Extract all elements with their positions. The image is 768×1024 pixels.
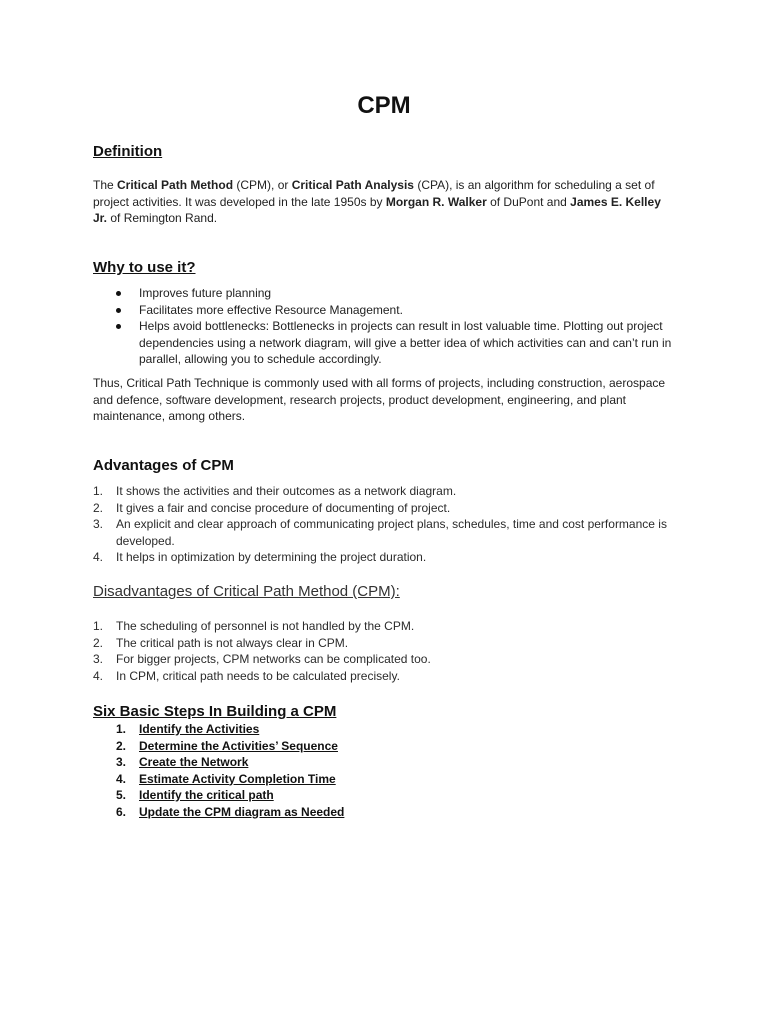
list-item-text: Facilitates more effective Resource Management. <box>139 302 403 317</box>
advantages-list <box>93 483 678 566</box>
list-number: 4. <box>93 668 104 683</box>
step-text: Identify the critical path <box>139 788 274 802</box>
list-item-text: Improves future planning <box>139 286 272 300</box>
definition-text: (CPM), or <box>233 178 292 192</box>
list-item <box>93 668 678 685</box>
list-number: 1. <box>93 619 104 633</box>
step-text: Create the Network <box>139 755 249 769</box>
definition-text: of Remington Rand. <box>107 211 218 225</box>
list-item <box>93 618 678 635</box>
bullet-icon <box>116 291 121 296</box>
list-item <box>93 721 678 738</box>
list-item <box>93 285 678 302</box>
list-item-text: In CPM, critical path needs to be calculated precisely. <box>116 668 400 683</box>
step-text: Identify the Activities <box>139 722 260 736</box>
advantages-heading: Advantages of CPM <box>93 457 234 474</box>
list-number: 2. <box>93 500 104 515</box>
list-number: 4. <box>93 550 104 564</box>
list-item-text: It shows the activities and their outcomes as a network diagram. <box>116 484 457 498</box>
list-number: 3. <box>93 652 104 666</box>
bullet-icon <box>116 308 121 313</box>
list-item <box>93 635 678 652</box>
list-item <box>93 787 678 804</box>
list-item <box>93 754 678 771</box>
steps-list <box>93 721 678 820</box>
list-number: 1. <box>93 484 104 498</box>
definition-text: (CPA), is an algorithm for scheduling a set of project activities. It was developed in the late 1950s by <box>93 178 655 209</box>
list-item-text: It helps in optimization by determining the project duration. <box>116 550 427 564</box>
definition-term-cpa: Critical Path Analysis <box>291 178 414 192</box>
why-bullet-list <box>93 285 678 368</box>
list-number: 3. <box>116 755 127 769</box>
list-item <box>93 738 678 755</box>
why-summary: Thus, Critical Path Technique is commonly used with all forms of projects, including construction, aerospace and defence, software development, research projects, product development, engineering, and plant maintenance, among others. <box>93 376 666 423</box>
list-item <box>93 771 678 788</box>
list-item-text: The critical path is not always clear in CPM. <box>116 635 349 650</box>
disadvantages-heading: Disadvantages of Critical Path Method (CPM): <box>93 583 400 600</box>
list-number: 5. <box>116 788 127 802</box>
list-item-text: The scheduling of personnel is not handled by the CPM. <box>116 619 415 633</box>
list-item <box>93 804 678 821</box>
list-item-text: For bigger projects, CPM networks can be complicated too. <box>116 652 431 666</box>
definition-person-kelley: James E. Kelley Jr. <box>93 194 661 225</box>
list-number: 2. <box>93 635 104 650</box>
list-item <box>93 651 678 668</box>
definition-person-walker: Morgan R. Walker <box>385 194 487 209</box>
list-item-text: An explicit and clear approach of communicating project plans, schedules, time and cost performance is developed. <box>116 517 667 548</box>
step-text: Determine the Activities’ Sequence <box>139 738 338 753</box>
list-number: 4. <box>116 771 127 786</box>
list-item <box>93 516 678 549</box>
bullet-icon <box>116 324 121 329</box>
list-number: 6. <box>116 804 127 819</box>
step-text: Estimate Activity Completion Time <box>139 771 336 786</box>
list-item-text: Helps avoid bottlenecks: Bottlenecks in projects can result in lost valuable time. Plotting out project dependencies using a network diagram, will give a better idea of which activities can and can’t run in parallel, allowing you to schedule accordingly. <box>139 319 672 366</box>
list-number: 3. <box>93 517 104 531</box>
disadvantages-list <box>93 618 678 684</box>
list-number: 2. <box>116 738 127 753</box>
list-item <box>93 500 678 517</box>
list-item-text: It gives a fair and concise procedure of documenting of project. <box>116 500 451 515</box>
why-heading: Why to use it? <box>93 259 196 276</box>
definition-heading: Definition <box>93 143 163 160</box>
list-item <box>93 302 678 319</box>
list-item <box>93 483 678 500</box>
list-item <box>93 549 678 566</box>
list-number: 1. <box>116 722 127 736</box>
definition-paragraph <box>93 177 678 227</box>
page-title: CPM <box>357 92 411 119</box>
definition-text: The <box>93 178 118 192</box>
step-text: Update the CPM diagram as Needed <box>139 804 345 819</box>
definition-term-cpm: Critical Path Method <box>117 178 234 192</box>
list-item <box>93 318 678 368</box>
definition-text: of DuPont and <box>486 194 571 209</box>
steps-heading: Six Basic Steps In Building a CPM <box>93 703 337 720</box>
